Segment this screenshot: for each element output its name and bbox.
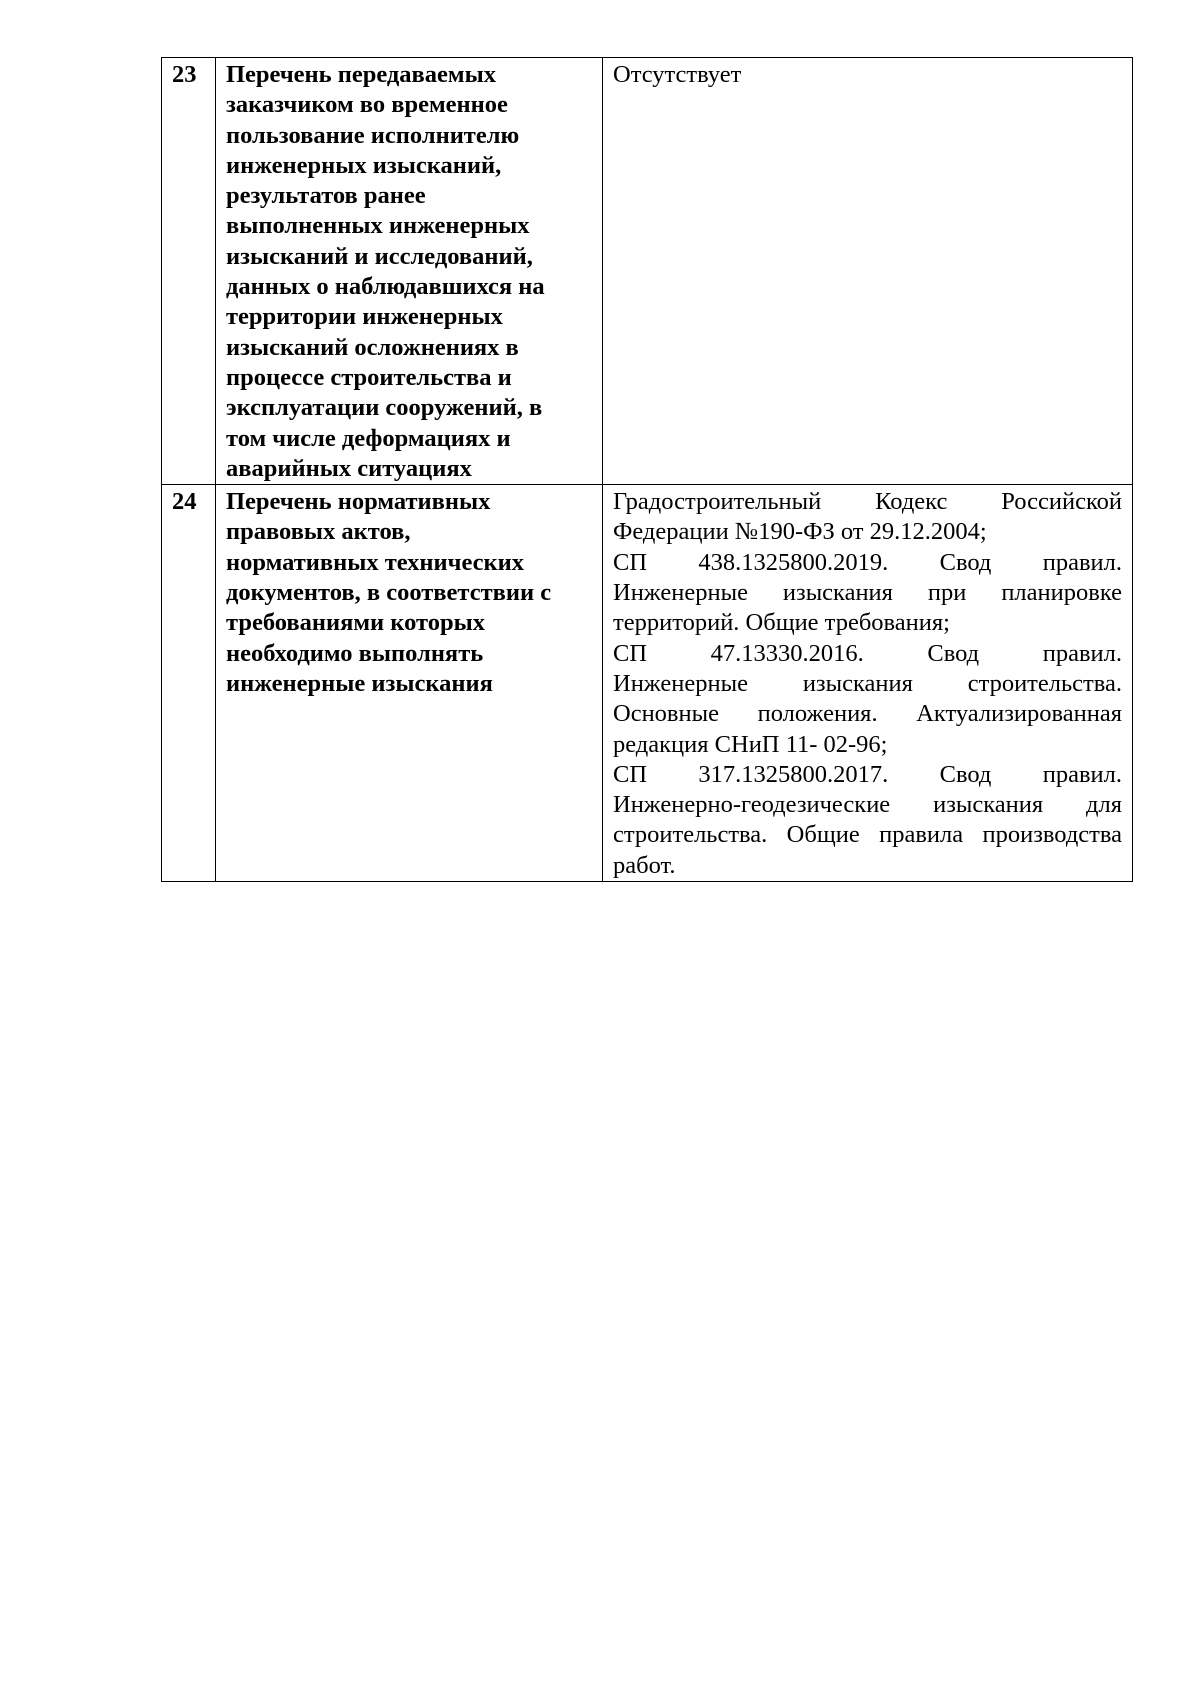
- row-number: 23: [162, 58, 216, 485]
- value-line: Градостроительный Кодекс Российской: [613, 488, 1122, 516]
- value-line: Инженерно-геодезические изыскания для: [613, 791, 1122, 819]
- label-line: процессе строительства и: [226, 363, 512, 391]
- label-line: изысканий осложнениях в: [226, 333, 519, 361]
- label-line: пользование исполнителю: [226, 121, 520, 149]
- label-line: результатов ранее: [226, 182, 426, 210]
- row-label: [216, 485, 603, 882]
- value-line: работ.: [613, 851, 676, 879]
- value-line: СП 47.13330.2016. Свод правил.: [613, 639, 1122, 667]
- row-label: [216, 58, 603, 485]
- label-line: изысканий и исследований,: [226, 242, 533, 270]
- value-line: Инженерные изыскания при планировке: [613, 579, 1122, 607]
- value-line: Федерации №190-ФЗ от 29.12.2004;: [613, 518, 987, 546]
- label-line: инженерных изысканий,: [226, 151, 502, 179]
- value-line: Инженерные изыскания строительства.: [613, 669, 1122, 697]
- table-row: [162, 485, 1133, 882]
- label-line: Перечень нормативных: [226, 488, 491, 516]
- label-line: требованиями которых: [226, 609, 485, 637]
- value-line: территорий. Общие требования;: [613, 609, 950, 637]
- label-line: аварийных ситуациях: [226, 454, 472, 482]
- label-line: Перечень передаваемых: [226, 61, 496, 88]
- row-number: 24: [162, 485, 216, 882]
- value-line: строительства. Общие правила производства: [613, 821, 1122, 849]
- value-line: Основные положения. Актуализированная: [613, 700, 1122, 728]
- value-line: СП 438.1325800.2019. Свод правил.: [613, 548, 1122, 576]
- label-line: необходимо выполнять: [226, 639, 484, 667]
- label-line: выполненных инженерных: [226, 212, 530, 240]
- label-line: инженерные изыскания: [226, 669, 493, 697]
- label-line: территории инженерных: [226, 303, 503, 331]
- table-row: [162, 58, 1133, 485]
- value-line: СП 317.1325800.2017. Свод правил.: [613, 760, 1122, 788]
- label-line: эксплуатации сооружений, в: [226, 394, 543, 422]
- value-line: редакция СНиП 11- 02-96;: [613, 730, 888, 758]
- label-line: том числе деформациях и: [226, 424, 511, 452]
- label-line: заказчиком во временное: [226, 91, 508, 119]
- row-value: [603, 485, 1133, 882]
- label-line: нормативных технических: [226, 548, 525, 576]
- label-line: данных о наблюдавшихся на: [226, 273, 545, 301]
- requirements-table: [161, 57, 1133, 882]
- row-value: Отсутствует: [603, 58, 1133, 485]
- label-line: правовых актов,: [226, 518, 411, 546]
- label-line: документов, в соответствии с: [226, 579, 552, 607]
